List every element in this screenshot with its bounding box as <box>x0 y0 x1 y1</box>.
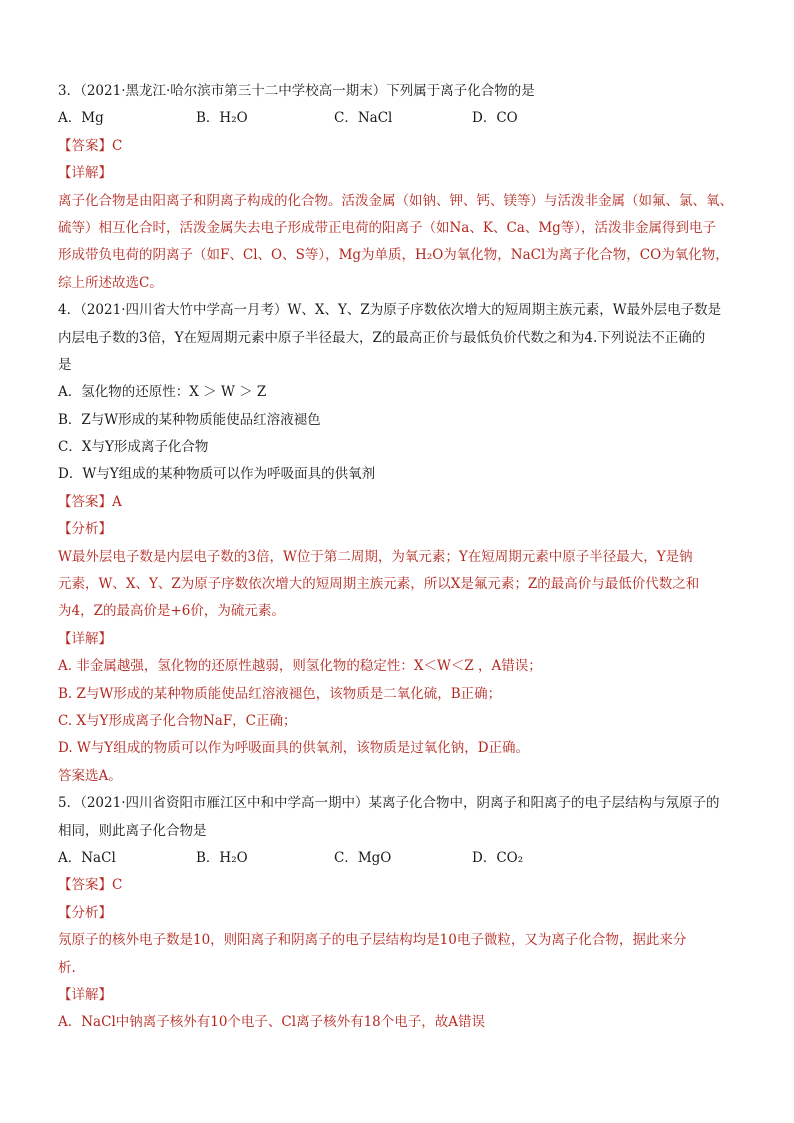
q5-options <box>58 845 748 872</box>
q4-analysis-line: W最外层电子数是内层电子数的3倍，W位于第二周期，为氧元素；Y在短周期元素中原子半径最大，Y是钠 <box>58 548 693 565</box>
q4-answer: 【答案】A <box>58 493 122 510</box>
q4-detail-line: B. Z与W形成的某种物质能使品红溶液褪色，该物质是二氧化硫，B正确； <box>58 685 502 702</box>
q3-detail-line: 综上所述故选C。 <box>58 274 163 291</box>
q4-analysis-title: 【分析】 <box>58 521 112 538</box>
q3-option-b: B．H₂O <box>196 110 248 127</box>
q4-analysis-line: 为4，Z的最高价是+6价，为硫元素。 <box>58 603 285 620</box>
q3-answer: 【答案】C <box>58 137 123 154</box>
q3-detail-line: 形成带负电荷的阴离子（如F、Cl、O、S等），Mg为单质，H₂O为氧化物，NaCl为离子化合物，CO为氧化物， <box>58 247 729 264</box>
q3-detail-line: 硫等）相互化合时，活泼金属失去电子形成带正电荷的阳离子（如Na、K、Ca、Mg等），活泼非金属得到电子 <box>58 219 717 236</box>
q5-option-a: A．NaCl <box>58 849 116 866</box>
q5-option-c: C．MgO <box>334 849 392 866</box>
q4-option-b: B．Z与W形成的某种物质能使品红溶液褪色 <box>58 411 321 428</box>
q5-option-b: B．H₂O <box>196 849 248 866</box>
q4-detail-line: C. X与Y形成离子化合物NaF，C正确； <box>58 712 297 729</box>
q5-detail-line: A．NaCl中钠离子核外有10个电子、Cl离子核外有18个电子，故A错误 <box>58 1014 486 1031</box>
document-page <box>58 78 748 1037</box>
q3-option-a: A．Mg <box>58 110 104 127</box>
q5-stem-line: 相同，则此离子化合物是 <box>58 822 207 839</box>
q4-option-c: C．X与Y形成离子化合物 <box>58 439 209 456</box>
q4-option-a: A．氢化物的还原性：X ＞ W ＞ Z <box>58 384 267 401</box>
q3-detail-line: 离子化合物是由阳离子和阴离子构成的化合物。活泼金属（如钠、钾、钙、镁等）与活泼非金属（如氟、氯、氧、 <box>58 192 733 209</box>
q3-options <box>58 105 748 132</box>
q4-stem-line: 内层电子数的3倍，Y在短周期元素中原子半径最大，Z的最高正价与最低负价代数之和为4.下列说法不正确的 <box>58 329 706 346</box>
q5-stem-line: 5．（2021·四川省资阳市雁江区中和中学高一期中）某离子化合物中，阴离子和阳离子的电子层结构与氖原子的 <box>58 795 720 812</box>
q3-option-c: C．NaCl <box>334 110 393 127</box>
q5-analysis-line: 析. <box>58 959 76 976</box>
q4-analysis-line: 元素，W、X、Y、Z为原子序数依次增大的短周期主族元素，所以X是氟元素；Z的最高价与最低价代数之和 <box>58 576 700 593</box>
q4-conclusion: 答案选A。 <box>58 767 122 784</box>
q5-analysis-title: 【分析】 <box>58 904 112 921</box>
q5-answer: 【答案】C <box>58 877 123 894</box>
q4-detail-line: D. W与Y组成的物质可以作为呼吸面具的供氧剂，该物质是过氧化钠，D正确。 <box>58 740 530 757</box>
q4-stem-line: 4．（2021·四川省大竹中学高一月考）W、X、Y、Z为原子序数依次增大的短周期主族元素，W最外层电子数是 <box>58 302 722 319</box>
q4-detail-title: 【详解】 <box>58 630 112 647</box>
q3-detail-title: 【详解】 <box>58 165 112 182</box>
q5-option-d: D．CO₂ <box>472 849 524 866</box>
q3-option-d: D．CO <box>472 110 518 127</box>
q4-detail-line: A. 非金属越强，氢化物的还原性越弱，则氢化物的稳定性：X＜W＜Z ，A错误； <box>58 658 542 675</box>
q5-detail-title: 【详解】 <box>58 986 112 1003</box>
q4-stem-line: 是 <box>58 356 72 373</box>
q5-analysis-line: 氖原子的核外电子数是10，则阳离子和阴离子的电子层结构均是10电子微粒，又为离子化合物，据此来分 <box>58 932 687 949</box>
q4-option-d: D．W与Y组成的某种物质可以作为呼吸面具的供氧剂 <box>58 466 376 483</box>
q3-stem: 3．（2021·黑龙江·哈尔滨市第三十二中学校高一期末）下列属于离子化合物的是 <box>58 83 535 99</box>
